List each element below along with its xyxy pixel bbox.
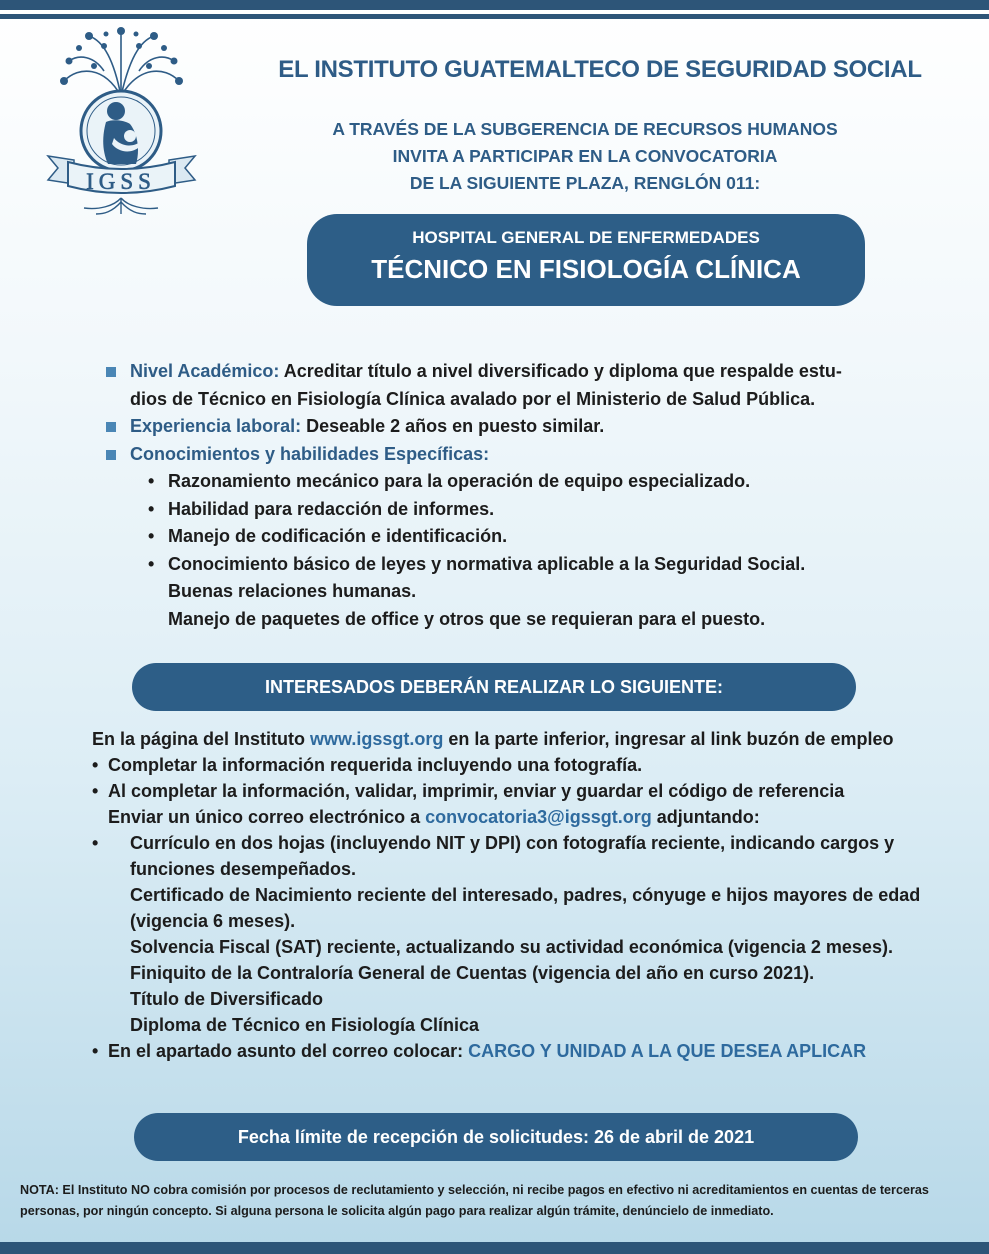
instruction-step: • En el apartado asunto del correo colocar: CARGO Y UNIDAD A LA QUE DESEA APLICAR <box>92 1038 942 1064</box>
list-item: Diploma de Técnico en Fisiología Clínica <box>130 1015 480 1035</box>
instructions-section <box>92 726 942 1064</box>
requirement-experience <box>106 413 916 441</box>
list-item: Finiquito de la Contraloría General de Cuentas (vigencia del año en curso 2021). <box>130 963 815 983</box>
bullet-icon: • <box>148 526 155 546</box>
requirement-skills <box>106 441 916 469</box>
list-item: Solvencia Fiscal (SAT) reciente, actualizando su actividad económica (vigencia 2 meses). <box>130 937 893 957</box>
email-link[interactable]: convocatoria3@igssgt.org <box>425 807 652 827</box>
intro-line: A TRAVÉS DE LA SUBGERENCIA DE RECURSOS HUMANOS <box>332 119 838 139</box>
list-item: • Conocimiento básico de leyes y normativa aplicable a la Seguridad Social. <box>148 551 916 579</box>
list-item: Currículo en dos hojas (incluyendo NIT y DPI) con fotografía reciente, indicando cargos y funciones desempeñados. <box>130 833 895 879</box>
requirements-section <box>106 358 916 633</box>
position-banner <box>307 214 865 306</box>
position-unit: HOSPITAL GENERAL DE ENFERMEDADES <box>412 228 760 247</box>
website-link[interactable]: www.igssgt.org <box>310 729 444 749</box>
list-item: • Manejo de codificación e identificación. <box>148 523 916 551</box>
requirement-label: Experiencia laboral: <box>130 416 302 436</box>
requirement-text: Deseable 2 años en puesto similar. <box>306 416 605 436</box>
instruction-line: Enviar un único correo electrónico a convocatoria3@igssgt.org adjuntando: <box>108 807 760 827</box>
requirement-academic <box>106 358 916 413</box>
deadline-banner: Fecha límite de recepción de solicitudes: 26 de abril de 2021 <box>134 1113 858 1161</box>
requirement-label: Nivel Académico: <box>130 361 280 381</box>
bullet-icon: • <box>92 755 99 775</box>
subject-value: CARGO Y UNIDAD A LA QUE DESEA APLICAR <box>468 1041 867 1061</box>
bullet-icon: • <box>148 553 155 574</box>
requirement-label: Conocimientos y habilidades Específicas: <box>130 443 490 464</box>
square-bullet-icon <box>106 450 116 460</box>
bullet-icon: • <box>148 471 155 491</box>
institution-title: EL INSTITUTO GUATEMALTECO DE SEGURIDAD SOCIAL <box>278 56 922 83</box>
documents-list <box>92 830 942 1038</box>
bullet-icon: • <box>92 1041 99 1061</box>
top-border <box>0 0 989 10</box>
bottom-border <box>0 1242 989 1254</box>
requirement-text: dios de Técnico en Fisiología Clínica avalado por el Ministerio de Salud Pública. <box>130 388 816 409</box>
bullet-icon: • <box>148 498 155 519</box>
list-item: Certificado de Nacimiento reciente del interesado, padres, cónyuge e hijos mayores de edad (vigencia 6 meses). <box>130 885 921 931</box>
skills-list <box>148 468 916 578</box>
list-item: • Habilidad para redacción de informes. <box>148 496 916 524</box>
list-item: Título de Diversificado <box>130 989 324 1009</box>
instructions-heading: INTERESADOS DEBERÁN REALIZAR LO SIGUIENTE: <box>132 663 856 711</box>
intro-line: INVITA A PARTICIPAR EN LA CONVOCATORIA <box>392 146 778 166</box>
top-border-thin <box>0 14 989 19</box>
igss-logo <box>44 26 199 216</box>
instruction-step: • Al completar la información, validar, imprimir, enviar y guardar el código de referencia <box>92 778 942 804</box>
disclaimer-note: NOTA: El Instituto NO cobra comisión por procesos de reclutamiento y selección, ni recibe pagos en efectivo ni acreditamientos en cuentas de terceras personas, por ningún concepto. Si alguna persona le solicita algún pago para realizar algún trámite, denúncielo de inmediato. <box>20 1183 929 1218</box>
intro-line: DE LA SIGUIENTE PLAZA, RENGLÓN 011: <box>409 173 761 193</box>
list-item: Buenas relaciones humanas. <box>168 581 417 601</box>
list-item: Manejo de paquetes de office y otros que se requieran para el puesto. <box>168 608 766 629</box>
instruction-step: • Completar la información requerida incluyendo una fotografía. <box>92 752 942 778</box>
requirement-text: Acreditar título a nivel diversificado y diploma que respalde estu- <box>283 361 842 381</box>
square-bullet-icon <box>106 422 116 432</box>
svg-text:IGSS: IGSS <box>86 169 156 194</box>
square-bullet-icon <box>106 367 116 377</box>
list-item: • Razonamiento mecánico para la operación de equipo especializado. <box>148 468 916 496</box>
position-title: TÉCNICO EN FISIOLOGÍA CLÍNICA <box>371 254 801 284</box>
bullet-icon: • <box>92 781 99 801</box>
instruction-line: En la página del Instituto www.igssgt.org en la parte inferior, ingresar al link buzón de empleo <box>92 729 894 749</box>
intro-text <box>300 116 870 197</box>
bullet-icon: • <box>92 833 99 853</box>
